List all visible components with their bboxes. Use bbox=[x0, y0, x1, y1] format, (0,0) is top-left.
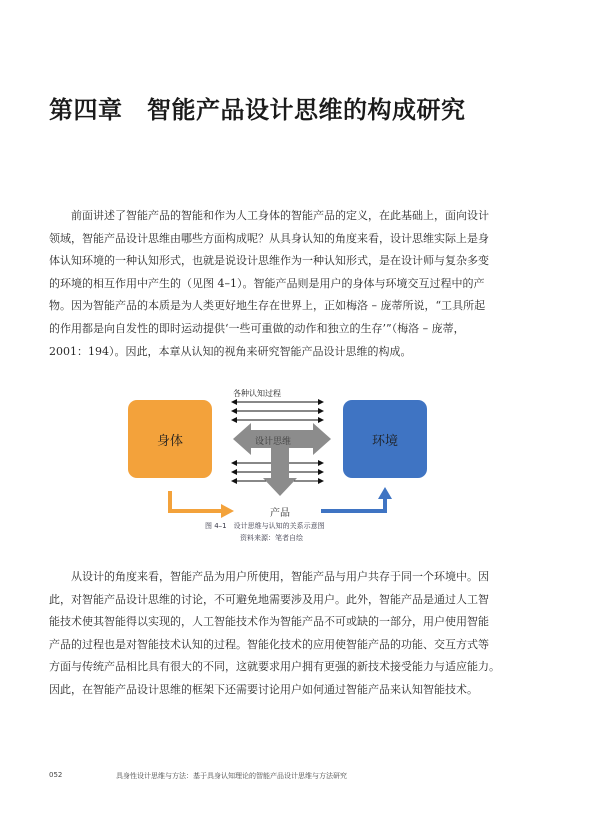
paragraph-line: 从设计的角度来看，智能产品为用户所使用，智能产品与用户共存于同一个环境中。因 bbox=[71, 570, 489, 583]
paragraph-line: 体认知环境的一种认知形式，也就是说设计思维作为一种认知形式，是在设计师与复杂多变 bbox=[49, 254, 489, 268]
running-title: 具身性设计思维与方法：基于具身认知理论的智能产品设计思维与方法研究 bbox=[116, 772, 347, 780]
body-to-product-arrow bbox=[170, 491, 223, 511]
figure-source: 资料来源：笔者自绘 bbox=[240, 534, 303, 542]
paragraph-line: 方面与传统产品相比具有很大的不同，这就要求用户拥有更强的新技术接受能力与适应能力。 bbox=[49, 660, 500, 674]
page-number: 052 bbox=[49, 771, 63, 779]
figure-4-1-diagram bbox=[123, 383, 407, 551]
figure-caption: 图 4–1 设计思维与认知的关系示意图 bbox=[205, 522, 325, 530]
product-label: 产品 bbox=[270, 508, 290, 519]
user-paragraph bbox=[49, 566, 541, 702]
chapter-title: 第四章 智能产品设计思维的构成研究 bbox=[49, 95, 466, 124]
blue-arrowhead bbox=[378, 487, 392, 499]
intro-paragraph bbox=[49, 205, 541, 363]
product-to-environment-arrow bbox=[321, 497, 385, 511]
paragraph-line: 物。因为智能产品的本质是为人类更好地生存在世界上，正如梅洛 – 庞蒂所说，“工具所起 bbox=[49, 299, 486, 313]
paragraph-line: 领域，智能产品设计思维由哪些方面构成呢？从具身认知的角度来看，设计思维实际上是身 bbox=[49, 231, 489, 245]
orange-arrowhead bbox=[221, 504, 234, 518]
paragraph-line: 产品的过程也是对智能技术认知的过程。智能化技术的应用使智能产品的功能、交互方式等 bbox=[49, 637, 489, 651]
paragraph-line: 的作用都是向自发性的即时运动提供‘一些可重做的动作和独立的生存’”（梅洛 – 庞蒂， bbox=[49, 321, 465, 335]
paragraph-line: 2001：194）。因此，本章从认知的视角来研究智能产品设计思维的构成。 bbox=[49, 344, 412, 358]
paragraph-line: 能技术使其智能得以实现的，人工智能技术作为智能产品不可或缺的一部分，用户使用智能 bbox=[49, 615, 489, 629]
body-box: 身体 bbox=[128, 400, 212, 478]
cognitive-processes-label: 各种认知过程 bbox=[233, 389, 281, 398]
environment-box: 环境 bbox=[343, 400, 427, 478]
paragraph-line: 此，对智能产品设计思维的讨论，不可避免地需要涉及用户。此外，智能产品是通过人工智 bbox=[49, 592, 489, 606]
design-thinking-label: 设计思维 bbox=[255, 437, 292, 447]
paragraph-line: 的环境的相互作用中产生的（见图 4–1）。智能产品则是用户的身体与环境交互过程中的产 bbox=[49, 276, 485, 290]
paragraph-line: 前面讲述了智能产品的智能和作为人工身体的智能产品的定义，在此基础上，面向设计 bbox=[71, 209, 489, 222]
paragraph-line: 因此，在智能产品设计思维的框架下还需要讨论用户如何通过智能产品来认知智能技术。 bbox=[49, 682, 478, 696]
